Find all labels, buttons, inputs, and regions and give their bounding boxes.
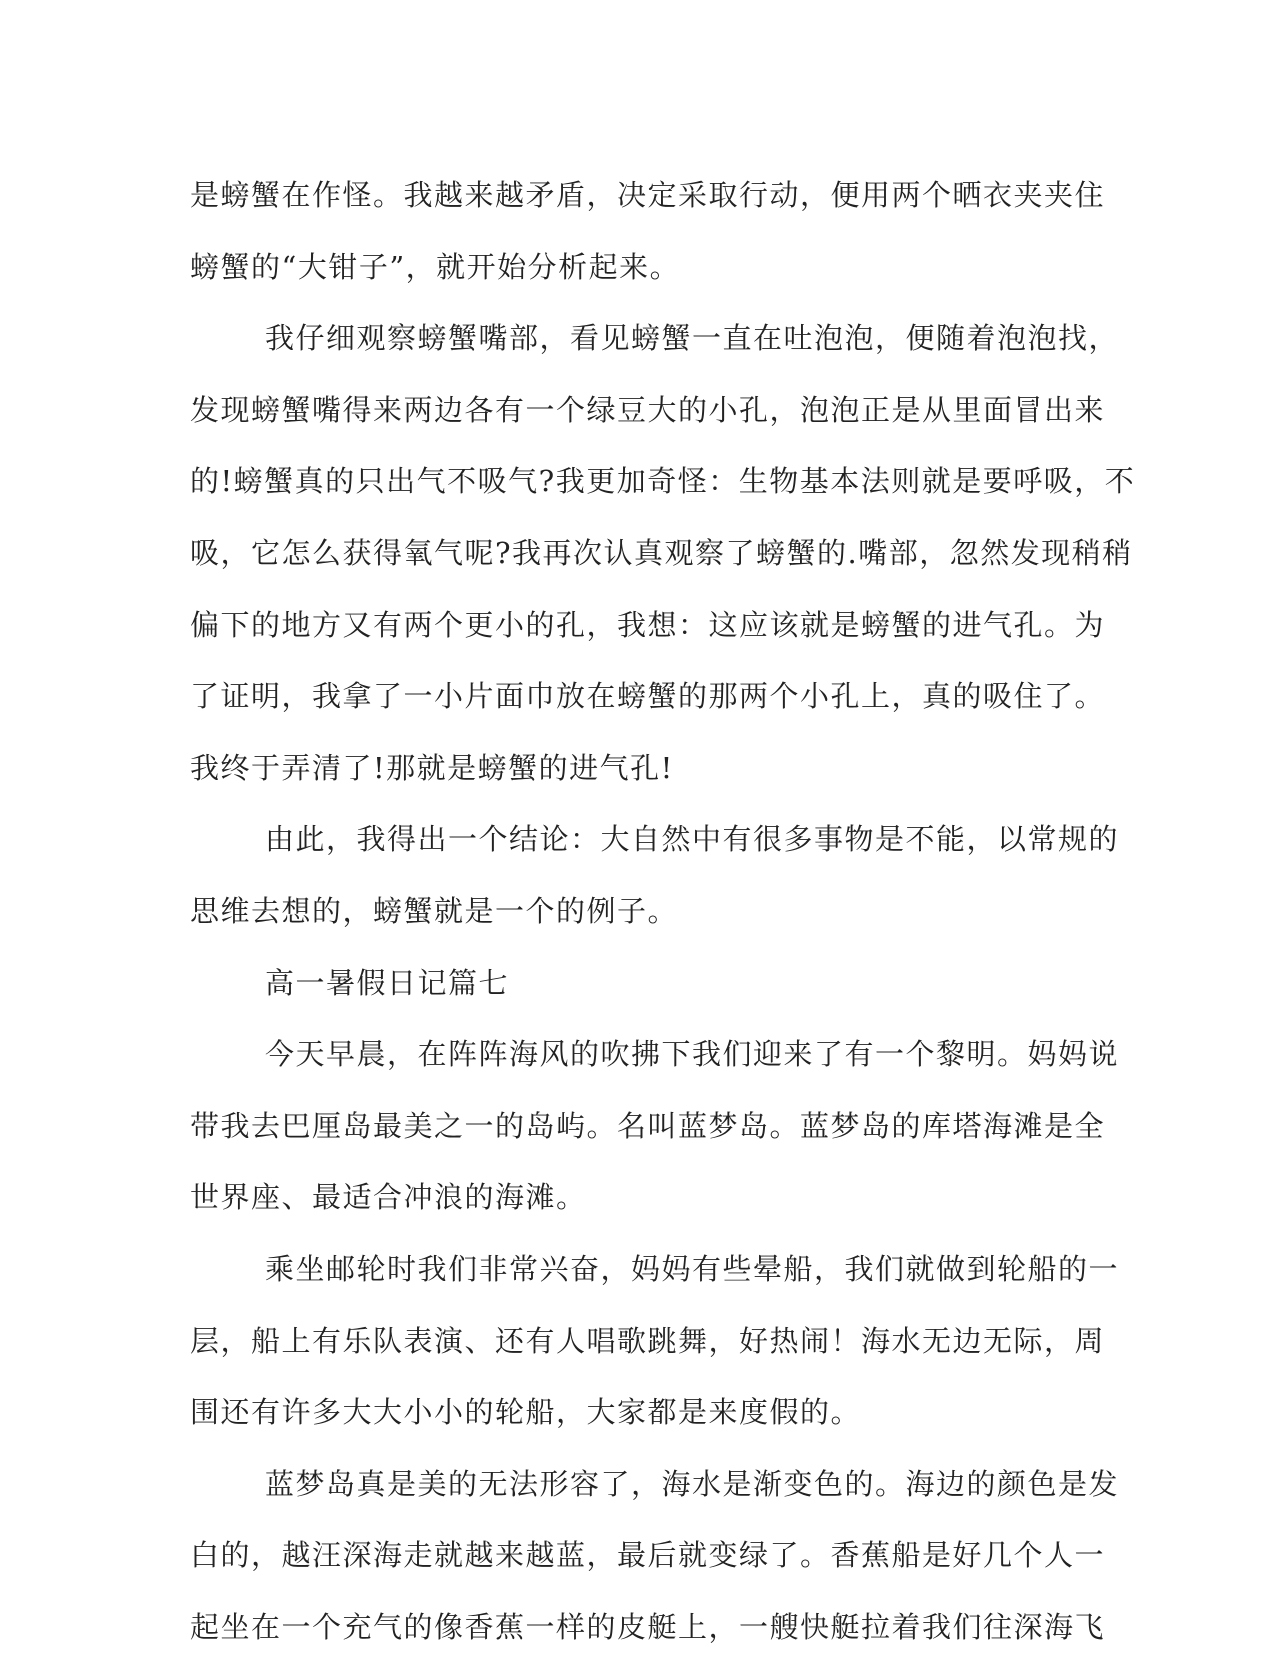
text-line: 起坐在一个充气的像香蕉一样的皮艇上，一艘快艇拉着我们往深海飞 [190, 1609, 1106, 1644]
text-line: 偏下的地方又有两个更小的孔，我想：这应该就是螃蟹的进气孔。为 [190, 607, 1106, 642]
text-line: 的!螃蟹真的只出气不吸气?我更加奇怪：生物基本法则就是要呼吸，不 [190, 464, 1136, 499]
document-body [190, 160, 1136, 1663]
section-heading: 高一暑假日记篇七 [265, 965, 510, 1000]
text-line: 发现螃蟹嘴得来两边各有一个绿豆大的小孔，泡泡正是从里面冒出来 [190, 392, 1106, 427]
text-line: 我终于弄清了!那就是螃蟹的进气孔! [190, 750, 674, 785]
text-line: 围还有许多大大小小的轮船，大家都是来度假的。 [190, 1395, 862, 1430]
text-line: 我仔细观察螃蟹嘴部，看见螃蟹一直在吐泡泡，便随着泡泡找， [265, 321, 1120, 356]
text-line: 思维去想的，螃蟹就是一个的例子。 [190, 893, 679, 928]
text-line: 白的，越汪深海走就越来越蓝，最后就变绿了。香蕉船是好几个人一 [190, 1538, 1106, 1573]
text-line: 了证明，我拿了一小片面巾放在螃蟹的那两个小孔上，真的吸住了。 [190, 679, 1106, 714]
text-line: 乘坐邮轮时我们非常兴奋，妈妈有些晕船，我们就做到轮船的一 [265, 1251, 1120, 1286]
text-line: 由此，我得出一个结论：大自然中有很多事物是不能，以常规的 [265, 822, 1120, 857]
text-line: 蓝梦岛真是美的无法形容了，海水是渐变色的。海边的颜色是发 [265, 1466, 1120, 1501]
text-line: 层，船上有乐队表演、还有人唱歌跳舞，好热闹！海水无边无际，周 [190, 1323, 1106, 1358]
text-line: 是螃蟹在作怪。我越来越矛盾，决定采取行动，便用两个晒衣夹夹住 [190, 178, 1106, 212]
text-line: 带我去巴厘岛最美之一的岛屿。名叫蓝梦岛。蓝梦岛的库塔海滩是全 [190, 1108, 1106, 1143]
text-line: 吸，它怎么获得氧气呢?我再次认真观察了螃蟹的.嘴部，忽然发现稍稍 [190, 535, 1133, 570]
text-line: 世界座、最适合冲浪的海滩。 [190, 1180, 587, 1215]
text-line: 螃蟹的“大钳子”，就开始分析起来。 [190, 249, 681, 284]
text-line: 今天早晨，在阵阵海风的吹拂下我们迎来了有一个黎明。妈妈说 [265, 1037, 1120, 1072]
